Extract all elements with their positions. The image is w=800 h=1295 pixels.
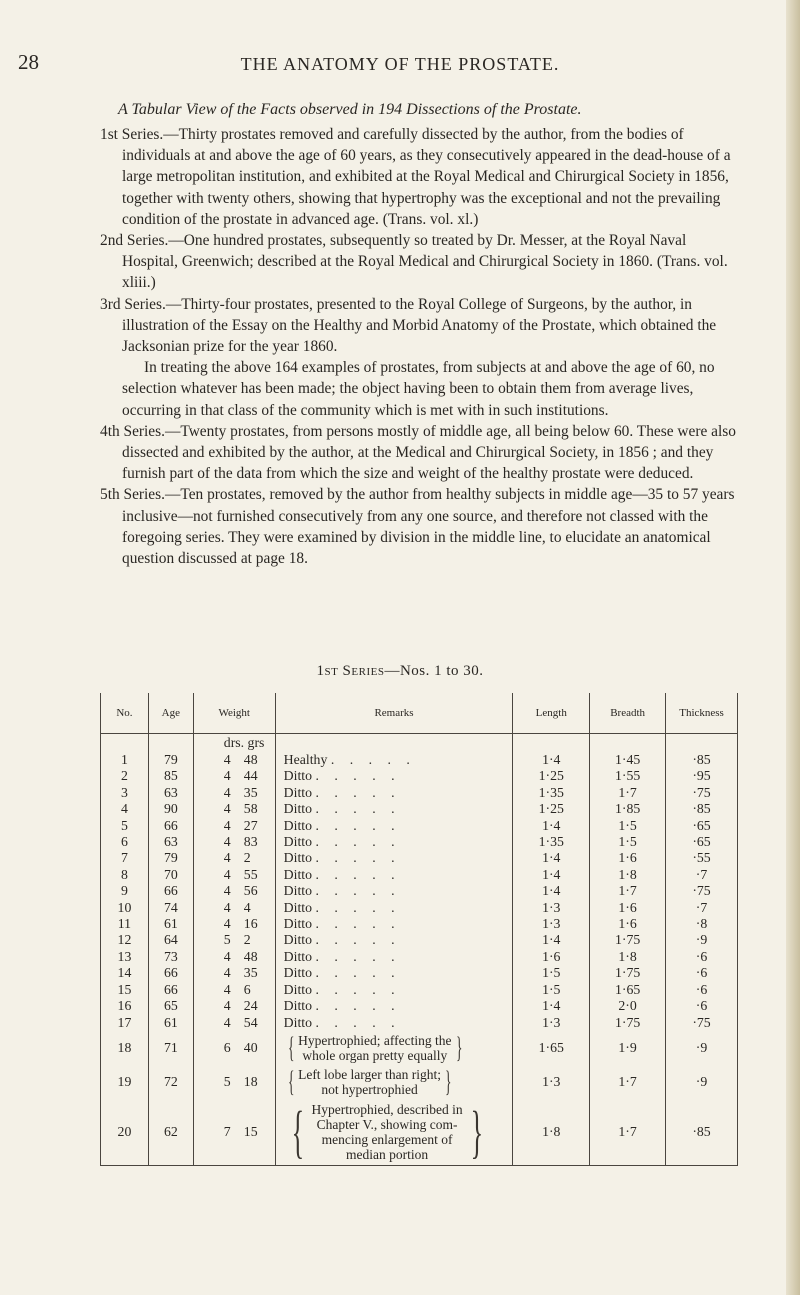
cell-weight <box>193 1065 275 1099</box>
cell-no: 7 <box>101 850 149 866</box>
cell-breadth: 1·5 <box>590 818 666 834</box>
cell-breadth: 1·75 <box>590 1015 666 1031</box>
remark-text: Ditto <box>283 899 313 915</box>
cell-weight <box>193 768 275 784</box>
remark-text: Ditto <box>283 768 313 784</box>
cell-breadth: 1·75 <box>590 932 666 948</box>
remark-line: not hypertrophied <box>321 1081 418 1097</box>
cell-age: 61 <box>148 916 193 932</box>
cell-breadth: 1·9 <box>590 1031 666 1065</box>
cell-remark <box>275 785 513 801</box>
cell-breadth: 1·75 <box>590 965 666 981</box>
cell-drs: 4 <box>223 752 231 767</box>
cell-breadth: 1·6 <box>590 900 666 916</box>
cell-thickness: ·75 <box>666 1015 738 1031</box>
table-body <box>101 734 738 1166</box>
brace-group <box>284 1064 513 1098</box>
cell-drs: 4 <box>223 1014 231 1030</box>
cell-length: 1·8 <box>513 1099 590 1166</box>
cell-remark <box>275 752 513 768</box>
cell-age: 66 <box>148 883 193 899</box>
cell-grs: 27 <box>243 817 258 833</box>
remark-text: Ditto <box>283 784 313 800</box>
header-weight: Weight <box>193 693 275 734</box>
cell-age: 61 <box>148 1015 193 1031</box>
table-row <box>101 916 738 932</box>
caption-range: —Nos. 1 to 30. <box>384 663 484 679</box>
cell-grs: 16 <box>243 916 258 932</box>
cell-length: 1·25 <box>513 801 590 817</box>
cell-weight <box>193 752 275 768</box>
table-row <box>101 768 738 784</box>
cell-drs: 4 <box>223 834 231 850</box>
cell-no: 1 <box>101 752 149 768</box>
left-brace-icon: { <box>291 1098 304 1164</box>
cell-weight <box>193 998 275 1014</box>
cell-remark <box>275 965 513 981</box>
cell-breadth: 1·7 <box>590 785 666 801</box>
cell-remark <box>275 900 513 916</box>
cell-length: 1·4 <box>513 883 590 899</box>
remark-line: Left lobe larger than right; <box>298 1066 442 1082</box>
cell-remark <box>275 834 513 850</box>
cell-grs: 2 <box>243 850 251 866</box>
remark-line: Hypertrophied; affecting the <box>298 1032 452 1048</box>
cell-drs: 4 <box>223 784 231 800</box>
cell-no: 15 <box>101 982 149 998</box>
cell-grs: 58 <box>243 801 258 817</box>
cell-no: 6 <box>101 834 149 850</box>
cell-breadth: 1·8 <box>590 867 666 883</box>
cell-thickness: ·6 <box>666 982 738 998</box>
leader-dots: . . . . . <box>315 866 401 882</box>
cell-age: 79 <box>148 850 193 866</box>
cell-remark <box>275 768 513 784</box>
table-row <box>101 1065 738 1099</box>
cell-thickness: ·7 <box>666 900 738 916</box>
remark-text: Ditto <box>283 965 313 981</box>
paragraph-series-3: 3rd Series.—Thirty-four prostates, presented to the Royal College of Surgeons, by the author, in illustration of the Essay on the Healthy and Morbid Anatomy of the Prostate, which obtained the Jacksonian prize for the year 1860. <box>100 295 717 356</box>
leader-dots: . . . . . <box>315 948 401 964</box>
cell-age: 66 <box>148 818 193 834</box>
table-row <box>101 883 738 899</box>
cell-weight <box>193 1015 275 1031</box>
cell-thickness: ·85 <box>666 752 738 768</box>
table-row <box>101 982 738 998</box>
remark-line: median portion <box>346 1146 429 1162</box>
cell-length: 1·25 <box>513 768 590 784</box>
cell-remark <box>275 867 513 883</box>
cell-no: 12 <box>101 932 149 948</box>
leader-dots: . . . . . <box>315 850 401 866</box>
leader-dots: . . . . . <box>330 752 416 767</box>
leader-dots: . . . . . <box>315 899 401 915</box>
cell-weight <box>193 1099 275 1166</box>
remark-line: mencing enlargement of <box>321 1131 453 1147</box>
cell-thickness: ·9 <box>666 932 738 948</box>
cell-age: 62 <box>148 1099 193 1166</box>
table-row <box>101 1031 738 1065</box>
cell-no: 14 <box>101 965 149 981</box>
cell-thickness: ·7 <box>666 867 738 883</box>
cell-length: 1·5 <box>513 965 590 981</box>
right-brace-icon: } <box>470 1098 483 1164</box>
cell-weight <box>193 850 275 866</box>
cell-remark <box>275 982 513 998</box>
header-length: Length <box>513 693 590 734</box>
remark-text: Healthy <box>283 752 328 767</box>
cell-no: 3 <box>101 785 149 801</box>
cell-thickness: ·85 <box>666 801 738 817</box>
right-brace-icon: } <box>455 1030 462 1064</box>
cell-age: 73 <box>148 949 193 965</box>
running-title: THE ANATOMY OF THE PROSTATE. <box>240 54 560 74</box>
table-row <box>101 998 738 1014</box>
cell-weight <box>193 867 275 883</box>
remark-text: Ditto <box>283 1014 313 1030</box>
cell-drs: 4 <box>223 965 231 981</box>
cell-weight <box>193 785 275 801</box>
cell-remark <box>275 1099 513 1166</box>
cell-no: 19 <box>101 1065 149 1099</box>
cell-thickness: ·6 <box>666 949 738 965</box>
cell-breadth: 1·8 <box>590 949 666 965</box>
cell-no: 18 <box>101 1031 149 1065</box>
remark-text: Ditto <box>283 981 313 997</box>
header-remarks: Remarks <box>275 693 513 734</box>
cell-remark <box>275 932 513 948</box>
cell-grs: 48 <box>243 948 258 964</box>
cell-thickness: ·8 <box>666 916 738 932</box>
cell-remark <box>275 1031 513 1065</box>
cell-length: 1·4 <box>513 752 590 768</box>
cell-length: 1·3 <box>513 1015 590 1031</box>
cell-no: 9 <box>101 883 149 899</box>
table-caption <box>0 663 800 680</box>
cell-grs: 54 <box>243 1014 258 1030</box>
caption-series: 1st Series <box>316 663 385 679</box>
leader-dots: . . . . . <box>315 768 401 784</box>
cell-thickness: ·85 <box>666 1099 738 1166</box>
cell-drs: 4 <box>223 817 231 833</box>
remark-lines <box>298 1067 441 1097</box>
paragraph-series-2: 2nd Series.—One hundred prostates, subsequently so treated by Dr. Messer, at the Royal Naval Hospital, Greenwich; described at the Royal Medical and Chirurgical Society in 1860. (Trans. vol. xliii.) <box>100 232 728 292</box>
cell-length: 1·3 <box>513 900 590 916</box>
cell-drs: 6 <box>223 1039 231 1055</box>
cell-length: 1·3 <box>513 1065 590 1099</box>
cell-weight <box>193 982 275 998</box>
cell-no: 16 <box>101 998 149 1014</box>
cell-weight <box>193 916 275 932</box>
cell-breadth: 1·6 <box>590 850 666 866</box>
remark-text: Ditto <box>283 801 313 817</box>
brace-group <box>284 1098 513 1164</box>
right-brace-icon: } <box>444 1064 452 1098</box>
weight-units: drs. grs <box>193 734 275 753</box>
paragraph-note: In treating the above 164 examples of prostates, from subjects at and above the age of 60, no selection whatever has been made; the object having been to obtain them from average lives, occurring in that class of the community which is met with in such institutions. <box>122 359 715 419</box>
cell-drs: 4 <box>223 801 231 817</box>
header-age: Age <box>148 693 193 734</box>
cell-breadth: 1·7 <box>590 1099 666 1166</box>
brace-group <box>284 1030 513 1064</box>
header-no: No. <box>101 693 149 734</box>
cell-grs: 15 <box>243 1123 258 1139</box>
cell-length: 1·35 <box>513 834 590 850</box>
leader-dots: . . . . . <box>315 932 401 948</box>
cell-age: 70 <box>148 867 193 883</box>
cell-grs: 35 <box>243 784 258 800</box>
page-number: 28 <box>18 50 39 74</box>
cell-no: 17 <box>101 1015 149 1031</box>
cell-breadth: 2·0 <box>590 998 666 1014</box>
cell-thickness: ·75 <box>666 883 738 899</box>
cell-length: 1·3 <box>513 916 590 932</box>
cell-thickness: ·65 <box>666 818 738 834</box>
remark-text: Ditto <box>283 817 313 833</box>
cell-weight <box>193 834 275 850</box>
cell-drs: 4 <box>223 866 231 882</box>
remark-text: Ditto <box>283 883 313 899</box>
cell-grs: 35 <box>243 965 258 981</box>
cell-drs: 4 <box>223 850 231 866</box>
leader-dots: . . . . . <box>315 801 401 817</box>
cell-remark <box>275 998 513 1014</box>
cell-remark <box>275 949 513 965</box>
cell-length: 1·6 <box>513 949 590 965</box>
leader-dots: . . . . . <box>315 965 401 981</box>
cell-drs: 5 <box>223 1073 231 1089</box>
cell-drs: 7 <box>223 1123 231 1139</box>
cell-breadth: 1·45 <box>590 752 666 768</box>
cell-length: 1·4 <box>513 818 590 834</box>
cell-thickness: ·9 <box>666 1031 738 1065</box>
leader-dots: . . . . . <box>315 817 401 833</box>
body-text <box>100 124 740 569</box>
weight-units-row <box>101 734 738 753</box>
table-row <box>101 818 738 834</box>
cell-age: 66 <box>148 982 193 998</box>
cell-grs: 83 <box>243 834 258 850</box>
cell-drs: 4 <box>223 916 231 932</box>
cell-no: 4 <box>101 801 149 817</box>
cell-breadth: 1·7 <box>590 883 666 899</box>
cell-weight <box>193 1031 275 1065</box>
cell-drs: 5 <box>223 932 231 948</box>
cell-breadth: 1·7 <box>590 1065 666 1099</box>
cell-length: 1·65 <box>513 1031 590 1065</box>
cell-thickness: ·9 <box>666 1065 738 1099</box>
remark-text: Ditto <box>283 866 313 882</box>
cell-weight <box>193 949 275 965</box>
table-row <box>101 965 738 981</box>
cell-age: 66 <box>148 965 193 981</box>
cell-no: 10 <box>101 900 149 916</box>
cell-no: 8 <box>101 867 149 883</box>
dissection-table <box>100 693 738 1166</box>
table-row <box>101 1099 738 1166</box>
cell-length: 1·35 <box>513 785 590 801</box>
cell-thickness: ·6 <box>666 998 738 1014</box>
page-edge <box>786 0 800 1295</box>
cell-weight <box>193 883 275 899</box>
cell-length: 1·4 <box>513 867 590 883</box>
cell-age: 72 <box>148 1065 193 1099</box>
cell-age: 63 <box>148 834 193 850</box>
cell-no: 2 <box>101 768 149 784</box>
table-row <box>101 752 738 768</box>
table-row <box>101 932 738 948</box>
leader-dots: . . . . . <box>315 1014 401 1030</box>
cell-grs: 24 <box>243 998 258 1014</box>
cell-remark <box>275 1015 513 1031</box>
remark-text: Ditto <box>283 948 313 964</box>
cell-age: 63 <box>148 785 193 801</box>
cell-grs: 18 <box>243 1073 258 1089</box>
remark-lines <box>298 1033 451 1063</box>
cell-drs: 4 <box>223 768 231 784</box>
cell-breadth: 1·85 <box>590 801 666 817</box>
cell-length: 1·4 <box>513 932 590 948</box>
remark-line: Hypertrophied, described in <box>311 1101 463 1117</box>
cell-thickness: ·55 <box>666 850 738 866</box>
leader-dots: . . . . . <box>315 784 401 800</box>
cell-weight <box>193 900 275 916</box>
cell-remark <box>275 916 513 932</box>
header-thickness: Thickness <box>666 693 738 734</box>
table-row <box>101 900 738 916</box>
cell-thickness: ·65 <box>666 834 738 850</box>
cell-remark <box>275 1065 513 1099</box>
cell-breadth: 1·5 <box>590 834 666 850</box>
cell-grs: 55 <box>243 866 258 882</box>
cell-no: 5 <box>101 818 149 834</box>
table-row <box>101 834 738 850</box>
remark-line: Chapter V., showing com- <box>316 1116 458 1132</box>
remark-lines <box>312 1102 463 1162</box>
table-row <box>101 801 738 817</box>
remark-text: Ditto <box>283 932 313 948</box>
cell-grs: 2 <box>243 932 251 948</box>
cell-thickness: ·95 <box>666 768 738 784</box>
cell-length: 1·4 <box>513 998 590 1014</box>
cell-length: 1·4 <box>513 850 590 866</box>
cell-weight <box>193 818 275 834</box>
cell-age: 85 <box>148 768 193 784</box>
cell-grs: 56 <box>243 883 258 899</box>
cell-weight <box>193 932 275 948</box>
table-row <box>101 949 738 965</box>
cell-grs: 48 <box>243 752 258 767</box>
cell-drs: 4 <box>223 883 231 899</box>
cell-drs: 4 <box>223 998 231 1014</box>
remark-text: Ditto <box>283 834 313 850</box>
cell-thickness: ·75 <box>666 785 738 801</box>
cell-no: 20 <box>101 1099 149 1166</box>
table-row <box>101 850 738 866</box>
cell-age: 71 <box>148 1031 193 1065</box>
cell-weight <box>193 801 275 817</box>
paragraph-series-1: 1st Series.—Thirty prostates removed and carefully dissected by the author, from the bodies of individuals at and above the age of 60 years, as they consecutively appeared in the dead-house of a large metropolitan institution, and exhibited at the Royal Medical and Chirurgical Society in 1856, together with twenty others, showing that hypertrophy was the exceptional and not the prevailing condition of the prostate in advanced age. (Trans. vol. xl.) <box>100 126 731 228</box>
table-row <box>101 785 738 801</box>
cell-no: 11 <box>101 916 149 932</box>
left-brace-icon: { <box>287 1064 295 1098</box>
cell-remark <box>275 850 513 866</box>
cell-breadth: 1·55 <box>590 768 666 784</box>
cell-age: 74 <box>148 900 193 916</box>
cell-no: 13 <box>101 949 149 965</box>
cell-drs: 4 <box>223 948 231 964</box>
table-row <box>101 867 738 883</box>
cell-length: 1·5 <box>513 982 590 998</box>
cell-age: 65 <box>148 998 193 1014</box>
cell-thickness: ·6 <box>666 965 738 981</box>
header-breadth: Breadth <box>590 693 666 734</box>
cell-grs: 6 <box>243 981 251 997</box>
cell-drs: 4 <box>223 981 231 997</box>
cell-remark <box>275 801 513 817</box>
cell-remark <box>275 883 513 899</box>
cell-remark <box>275 818 513 834</box>
leader-dots: . . . . . <box>315 883 401 899</box>
remark-line: whole organ pretty equally <box>302 1047 448 1063</box>
cell-grs: 4 <box>243 899 251 915</box>
cell-age: 90 <box>148 801 193 817</box>
cell-drs: 4 <box>223 899 231 915</box>
left-brace-icon: { <box>287 1030 295 1064</box>
cell-weight <box>193 965 275 981</box>
cell-breadth: 1·6 <box>590 916 666 932</box>
leader-dots: . . . . . <box>315 834 401 850</box>
remark-text: Ditto <box>283 850 313 866</box>
remark-text: Ditto <box>283 998 313 1014</box>
leader-dots: . . . . . <box>315 981 401 997</box>
cell-age: 79 <box>148 752 193 768</box>
cell-age: 64 <box>148 932 193 948</box>
cell-grs: 44 <box>243 768 258 784</box>
leader-dots: . . . . . <box>315 916 401 932</box>
remark-text: Ditto <box>283 916 313 932</box>
paragraph-series-5: 5th Series.—Ten prostates, removed by the author from healthy subjects in middle age—35 to 57 years inclusive—not furnished consecutively from any one source, and therefore not classed with the foregoing series. They were examined by division in the middle line, to elucidate an anatomical question discussed at page 18. <box>100 486 735 568</box>
table-row <box>101 1015 738 1031</box>
paragraph-series-4: 4th Series.—Twenty prostates, from persons mostly of middle age, all being below 60. These were also dissected and exhibited by the author, at the Medical and Chirurgical Society, in 1856 ; and they furnish part of the data from which the size and weight of the healthy prostate were deduced. <box>100 422 736 483</box>
leader-dots: . . . . . <box>315 998 401 1014</box>
table-header-row <box>101 693 738 734</box>
cell-grs: 40 <box>243 1039 258 1055</box>
section-heading: A Tabular View of the Facts observed in 194 Dissections of the Prostate. <box>118 101 582 118</box>
cell-breadth: 1·65 <box>590 982 666 998</box>
